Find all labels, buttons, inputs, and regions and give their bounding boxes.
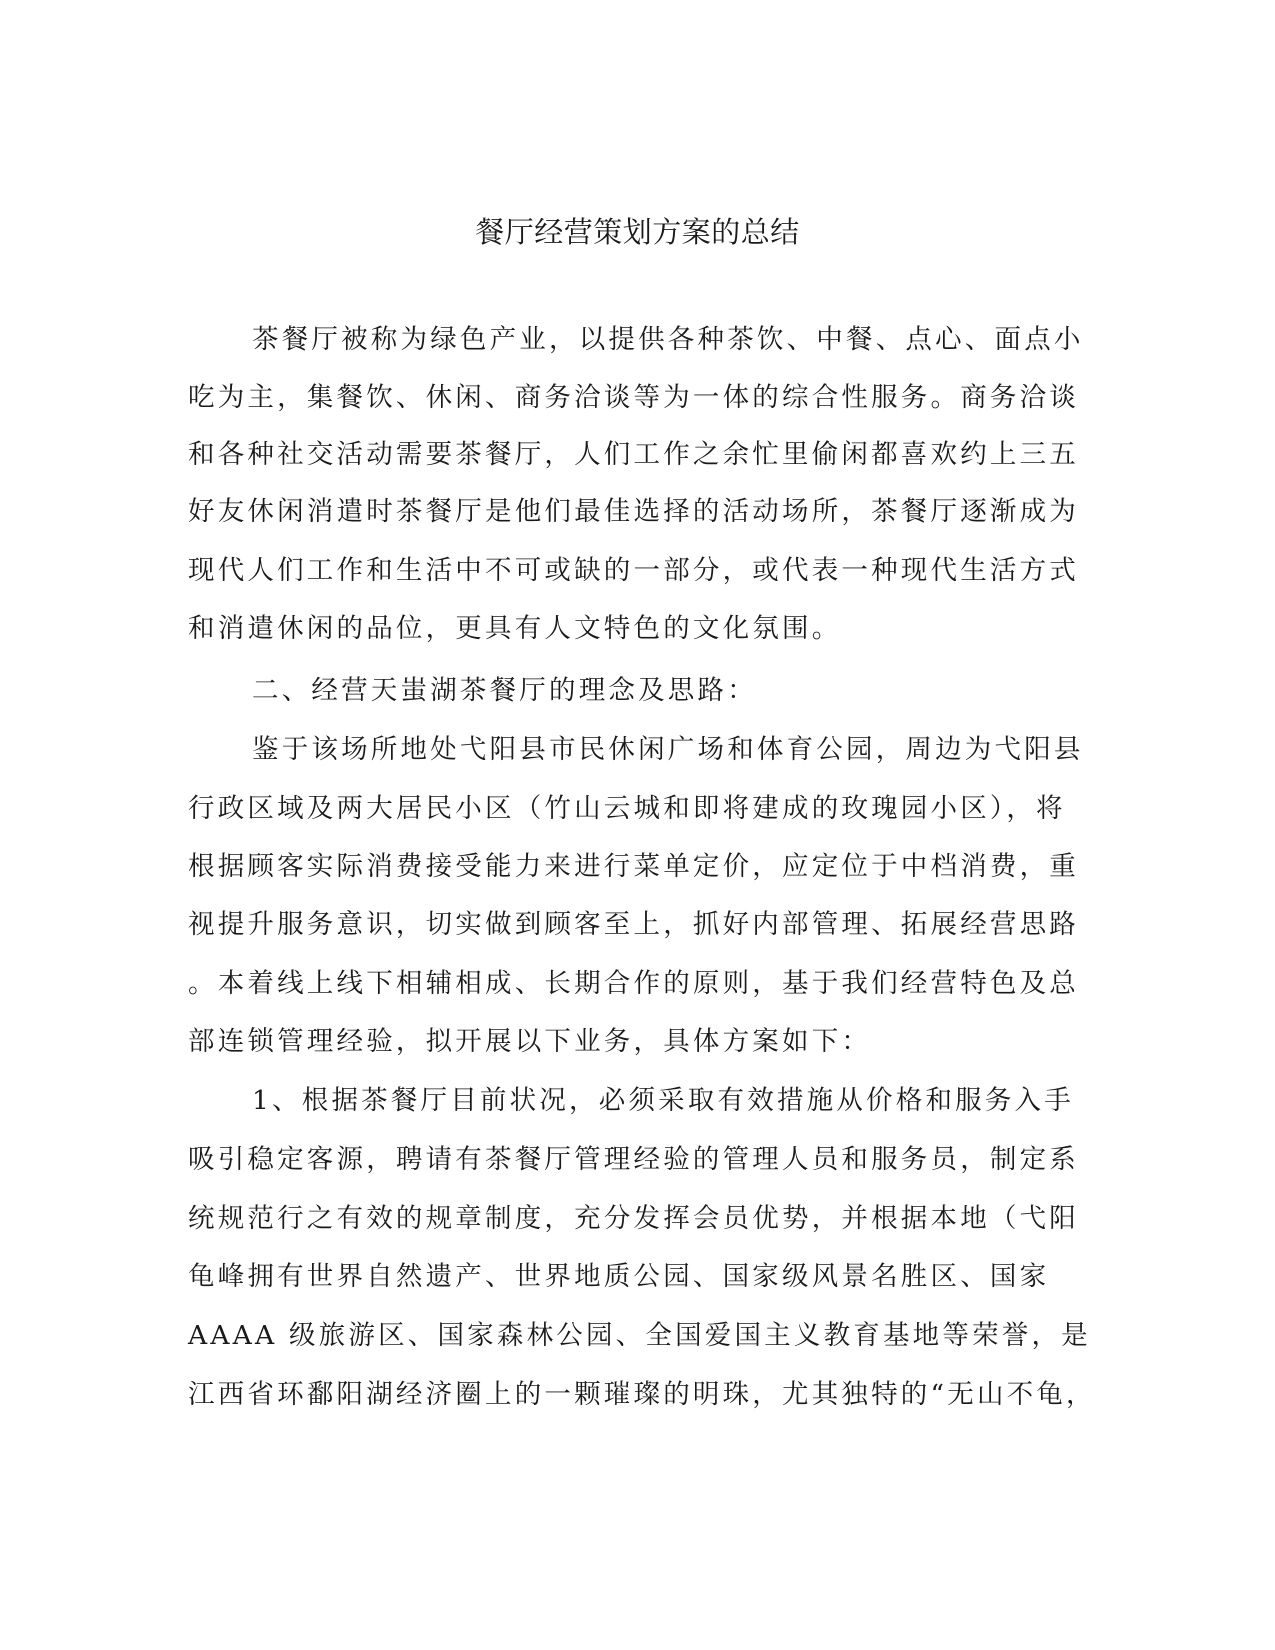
paragraph-1-line-6: 和消遣休闲的品位，更具有人文特色的文化氛围。 — [188, 613, 842, 644]
paragraph-1-line-2: 吃为主，集餐饮、休闲、商务洽谈等为一体的综合性服务。商务洽谈 — [188, 382, 1079, 413]
paragraph-2-line-3: 根据顾客实际消费接受能力来进行菜单定价，应定位于中档消费，重 — [188, 851, 1079, 882]
paragraph-3-line-3: 统规范行之有效的规章制度，充分发挥会员优势，并根据本地（弋阳 — [188, 1203, 1079, 1234]
section-heading: 二、经营天蚩湖茶餐厅的理念及思路： — [252, 675, 757, 706]
paragraph-2-line-4: 视提升服务意识，切实做到顾客至上，抓好内部管理、拓展经营思路 — [188, 909, 1079, 940]
paragraph-1-line-4: 好友休闲消遣时茶餐厅是他们最佳选择的活动场所，茶餐厅逐渐成为 — [188, 496, 1079, 527]
document-title: 餐厅经营策划方案的总结 — [475, 215, 800, 249]
paragraph-3-line-4: 龟峰拥有世界自然遗产、世界地质公园、国家级风景名胜区、国家 — [188, 1261, 1050, 1292]
paragraph-2-line-5: 。本着线上线下相辅相成、长期合作的原则，基于我们经营特色及总 — [188, 968, 1079, 999]
paragraph-3-line-2: 吸引稳定客源，聘请有茶餐厅管理经验的管理人员和服务员，制定系 — [188, 1144, 1079, 1175]
paragraph-2-line-6: 部连锁管理经验，拟开展以下业务，具体方案如下： — [188, 1026, 872, 1057]
paragraph-1-line-3: 和各种社交活动需要茶餐厅，人们工作之余忙里偷闲都喜欢约上三五 — [188, 439, 1079, 470]
paragraph-1-line-1: 茶餐厅被称为绿色产业，以提供各种茶饮、中餐、点心、面点小 — [252, 324, 1084, 355]
paragraph-3-line-6: 江西省环鄱阳湖经济圈上的一颗璀璨的明珠，尤其独特的“无山不龟， — [188, 1379, 1096, 1410]
paragraph-2-line-2: 行政区域及两大居民小区（竹山云城和即将建成的玫瑰园小区），将 — [188, 793, 1066, 824]
paragraph-3-line-5: AAAA 级旅游区、国家森林公园、全国爱国主义教育基地等荣誉，是 — [188, 1320, 1091, 1351]
paragraph-3-line-1: 1、根据茶餐厅目前状况，必须采取有效措施从价格和服务入手 — [252, 1085, 1074, 1116]
paragraph-1-line-5: 现代人们工作和生活中不可或缺的一部分，或代表一种现代生活方式 — [188, 555, 1079, 586]
paragraph-2-line-1: 鉴于该场所地处弋阳县市民休闲广场和体育公园，周边为弋阳县 — [252, 734, 1084, 765]
